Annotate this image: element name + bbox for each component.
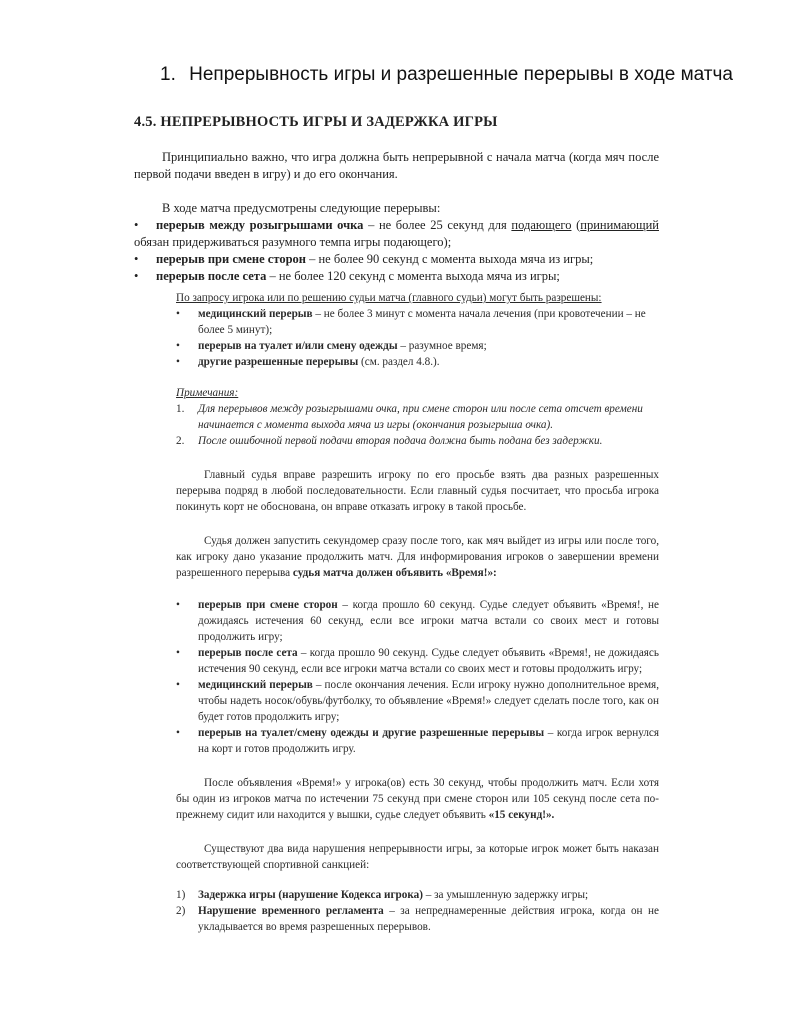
time-calls-list: [176, 597, 659, 757]
list-item: • перерыв при смене сторон – когда прошло 60 секунд. Судье следует объявить «Время!, не дожидаясь истечения 60 секунд, если все игроки матча встали со своих мест и готовы продолжить игру;: [176, 597, 659, 645]
violations-paragraph: Существуют два вида нарушения непрерывности игры, за которые игрок может быть наказан соответствующей спортивной санкцией:: [176, 843, 659, 871]
list-item: • перерыв на туалет/смену одежды и другие разрешенные перерывы – когда игрок вернулся на корт и готов продолжить игру.: [176, 725, 659, 757]
page-heading: [160, 64, 733, 86]
inset-title: По запросу игрока или по решению судьи матча (главного судьи) могут быть разрешены:: [176, 292, 602, 304]
list-item: • перерыв между розыгрышами очка – не более 25 секунд для подающего (принимающий обязан придерживаться разумного темпа игры подающего);: [134, 217, 659, 251]
list-item: • перерыв на туалет и/или смену одежды – разумное время;: [176, 338, 659, 354]
violations-list: [176, 887, 659, 935]
inset-block: [176, 290, 659, 935]
list-item: • перерыв после сета – когда прошло 90 секунд. Судье следует объявить «Время!, не дожидаясь истечения 90 секунд, если все игроки матча встали со своих мест и готовы продолжить игру;: [176, 645, 659, 677]
notes-title: Примечания:: [176, 387, 239, 399]
referee-paragraph: Главный судья вправе разрешить игроку по его просьбе взять два разных разрешенных перерыва подряд в любой последовательности. Если главный судья посчитает, что просьба игрока покинуть корт не обоснована, он вправе отказать игроку в такой просьбе.: [176, 469, 659, 513]
breaks-list: [134, 217, 659, 285]
inset-list: [176, 306, 659, 370]
list-item: • другие разрешенные перерывы (см. раздел 4.8.).: [176, 354, 659, 370]
notes: [176, 385, 659, 449]
list-item: • медицинский перерыв – не более 3 минут с момента начала лечения (при кровотечении – не более 5 минут);: [176, 306, 659, 338]
list-item: 1. Для перерывов между розыгрышами очка, при смене сторон или после сета отсчет времени начинается с момента выхода мяча из игры (окончания розыгрыша очка).: [176, 403, 643, 431]
list-item: 1) Задержка игры (нарушение Кодекса игрока) – за умышленную задержку игры;: [176, 889, 589, 901]
list-item: • перерыв после сета – не более 120 секунд с момента выхода мяча из игры;: [134, 268, 659, 285]
list-item: • перерыв при смене сторон – не более 90 секунд с момента выхода мяча из игры;: [134, 251, 659, 268]
breaks-intro: В ходе матча предусмотрены следующие перерывы:: [162, 201, 441, 215]
stopwatch-paragraph: Судья должен запустить секундомер сразу после того, как мяч выйдет из игры или после того, как игроку дано указание продолжить матч. Для информирования игроков о завершении времени разрешенного перерыва судья матча должен объявить «Время!»:: [176, 535, 659, 579]
notes-list: [176, 401, 659, 449]
heading-text: Непрерывность игры и разрешенные перерывы в ходе матча: [189, 64, 733, 85]
heading-number: 1.: [160, 64, 176, 85]
scanned-rules-page: [134, 114, 659, 935]
section-body: [134, 149, 659, 285]
intro-paragraph: Принципиально важно, что игра должна быть непрерывной с начала матча (когда мяч после первой подачи введен в игру) и до его окончания.: [134, 150, 659, 181]
section-title: 4.5. НЕПРЕРЫВНОСТЬ ИГРЫ И ЗАДЕРЖКА ИГРЫ: [134, 114, 498, 130]
list-item: 2. После ошибочной первой подачи вторая подача должна быть подана без задержки.: [176, 435, 603, 447]
list-item: 2) Нарушение временного регламента – за непреднамеренные действия игрока, когда он не укладывается во время разрешенных перерывов.: [176, 905, 659, 933]
list-item: • медицинский перерыв – после окончания лечения. Если игроку нужно дополнительное время, чтобы надеть носок/обувь/футболку, то объявление «Время!» следует сделать после того, как он будет готов продолжить игру;: [176, 677, 659, 725]
after-time-paragraph: После объявления «Время!» у игрока(ов) есть 30 секунд, чтобы продолжить матч. Если хотя бы один из игроков матча по истечении 75 секунд при смене сторон или 105 секунд после сета по-прежнему сидит или находится у вышки, судье следует объявить «15 секунд!».: [176, 777, 659, 821]
